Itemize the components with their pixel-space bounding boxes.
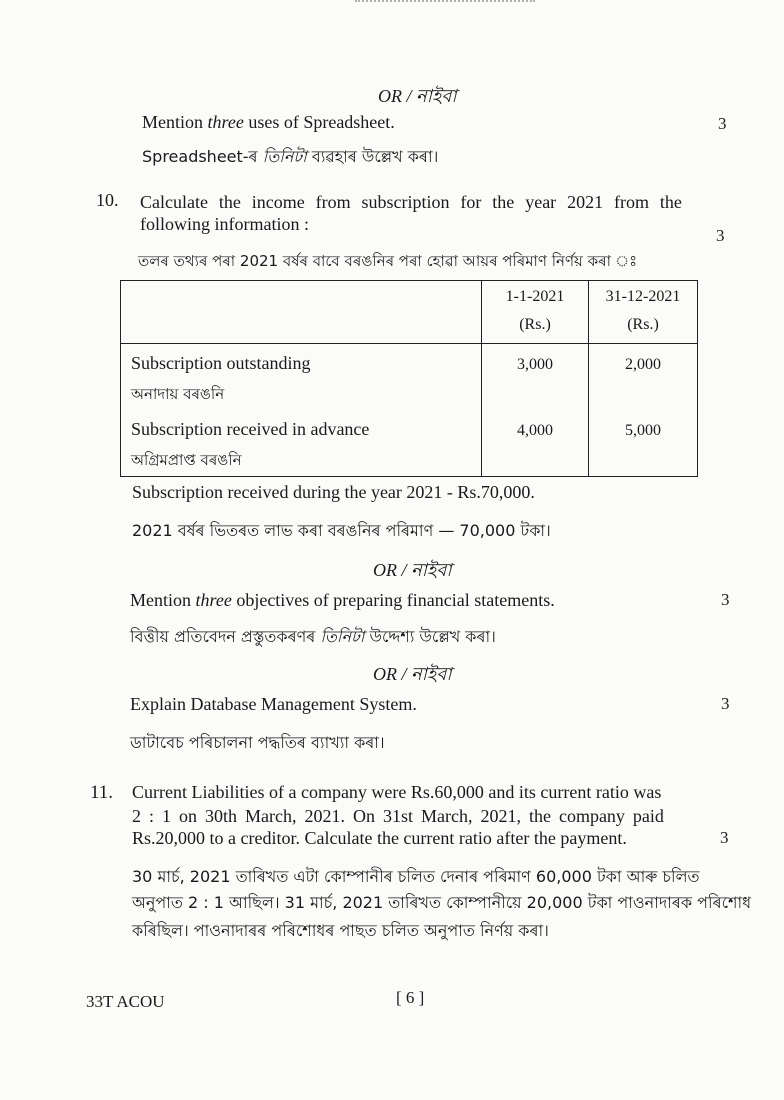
q11-bengali-1: 30 মাৰ্চ, 2021 তাৰিখত এটা কোম্পানীৰ চলিত দেনাৰ পৰিমাণ 60,000 টকা আৰু চলিত: [132, 867, 700, 886]
q10-or2-english: Explain Database Management System.: [130, 694, 417, 714]
top-dotted-mark: [355, 0, 535, 6]
q11-marks: 3: [720, 828, 729, 847]
table-row: [121, 344, 698, 411]
col1-unit: (Rs.): [519, 316, 551, 333]
table-header-blank: [121, 281, 482, 344]
q9-or-en-post: uses of Spreadsheet.: [243, 112, 395, 132]
subscription-table: [120, 280, 698, 477]
row2-label-bn: অগ্ৰিমপ্ৰাপ্ত বৰঙনি: [131, 451, 242, 469]
or-label-q10b: OR / নাইবা: [373, 664, 452, 684]
q9-or-bn-em: তিনিটা: [262, 147, 307, 166]
or-label-q9: OR / নাইবা: [378, 86, 457, 106]
q11-bengali-3: কৰিছিল। পাওনাদাৰৰ পৰিশোধৰ পাছত চলিত অনুপাত নিৰ্ণয় কৰা।: [132, 921, 549, 940]
q10-or1-en-post: objectives of preparing financial statements.: [231, 590, 555, 610]
q11-line3: Rs.20,000 to a creditor. Calculate the current ratio after the payment.: [132, 828, 627, 848]
q9-or-bengali: [142, 144, 438, 171]
row2-label-en: Subscription received in advance: [131, 419, 370, 439]
q10-or1-bn-post: উদ্দেশ্য উল্লেখ কৰা।: [364, 627, 496, 646]
q10-or1-bengali: [130, 624, 496, 651]
q10-bengali-instruction: তলৰ তথ্যৰ পৰা 2021 বৰ্ষৰ বাবে বৰঙনিৰ পৰা হোৱা আয়ৰ পৰিমাণ নিৰ্ণয় কৰা ঃ: [138, 252, 638, 270]
q9-or-en-pre: Mention: [142, 112, 208, 132]
row2-label: [121, 410, 482, 477]
col2-unit: (Rs.): [627, 316, 659, 333]
q10-or1-en-em: three: [195, 590, 232, 610]
row2-value1: 4,000: [482, 410, 589, 477]
q10-or1-bn-pre: বিত্তীয় প্ৰতিবেদন প্ৰস্তুতকৰণৰ: [130, 627, 321, 646]
q10-or1-bn-em: তিনিটা: [320, 627, 365, 646]
q9-or-english: [142, 112, 395, 133]
q10-or2-marks: 3: [721, 694, 730, 713]
q10-or1-en-pre: Mention: [130, 590, 196, 610]
q9-or-en-em: three: [207, 112, 244, 132]
q10-marks: 3: [716, 226, 725, 245]
footer-code: 33T ACOU: [86, 992, 165, 1011]
q9-or-bn-pre: Spreadsheet-ৰ: [142, 147, 263, 166]
q10-received-bn: 2021 বৰ্ষৰ ভিতৰত লাভ কৰা বৰঙনিৰ পৰিমাণ — 70,000 টকা।: [132, 521, 551, 540]
q10-or1-english: [130, 590, 555, 611]
q10-or1-marks: 3: [721, 590, 730, 609]
q11-line1: Current Liabilities of a company were Rs.60,000 and its current ratio was: [132, 782, 662, 802]
row1-label-en: Subscription outstanding: [131, 353, 311, 373]
table-row: [121, 410, 698, 477]
row1-value1: 3,000: [482, 344, 589, 411]
footer-page-number: [ 6 ]: [396, 988, 425, 1007]
col1-head: 1-1-2021: [505, 288, 565, 305]
q11-number: 11.: [90, 782, 114, 803]
row1-label-bn: অনাদায় বৰঙনি: [131, 385, 225, 403]
table-header-date2: [589, 281, 698, 344]
q10-or2-bengali: ডাটাবেচ পৰিচালনা পদ্ধতিৰ ব্যাখ্যা কৰা।: [130, 733, 385, 752]
or-label-q10a: OR / নাইবা: [373, 560, 452, 580]
row1-value2: 2,000: [589, 344, 698, 411]
q11-line2: 2 : 1 on 30th March, 2021. On 31st March, 2021, the company paid: [132, 806, 664, 826]
q9-marks: 3: [718, 114, 727, 133]
table-header-date1: [482, 281, 589, 344]
col2-head: 31-12-2021: [605, 288, 681, 305]
q10-text-line1: Calculate the income from subscription for the year 2021 from the: [140, 192, 682, 212]
row2-value2: 5,000: [589, 410, 698, 477]
row1-label: [121, 344, 482, 411]
q10-text-line2: following information :: [140, 214, 309, 234]
q10-number: 10.: [96, 190, 119, 210]
q10-received-en: Subscription received during the year 2021 - Rs.70,000.: [132, 482, 535, 502]
q11-bengali-2: অনুপাত 2 : 1 আছিল। 31 মাৰ্চ, 2021 তাৰিখত কোম্পানীয়ে 20,000 টকা পাওনাদাৰক পৰিশোধ: [132, 893, 752, 912]
table-header-row: [121, 281, 698, 344]
q9-or-bn-post: ব্যৱহাৰ উল্লেখ কৰা।: [306, 147, 439, 166]
